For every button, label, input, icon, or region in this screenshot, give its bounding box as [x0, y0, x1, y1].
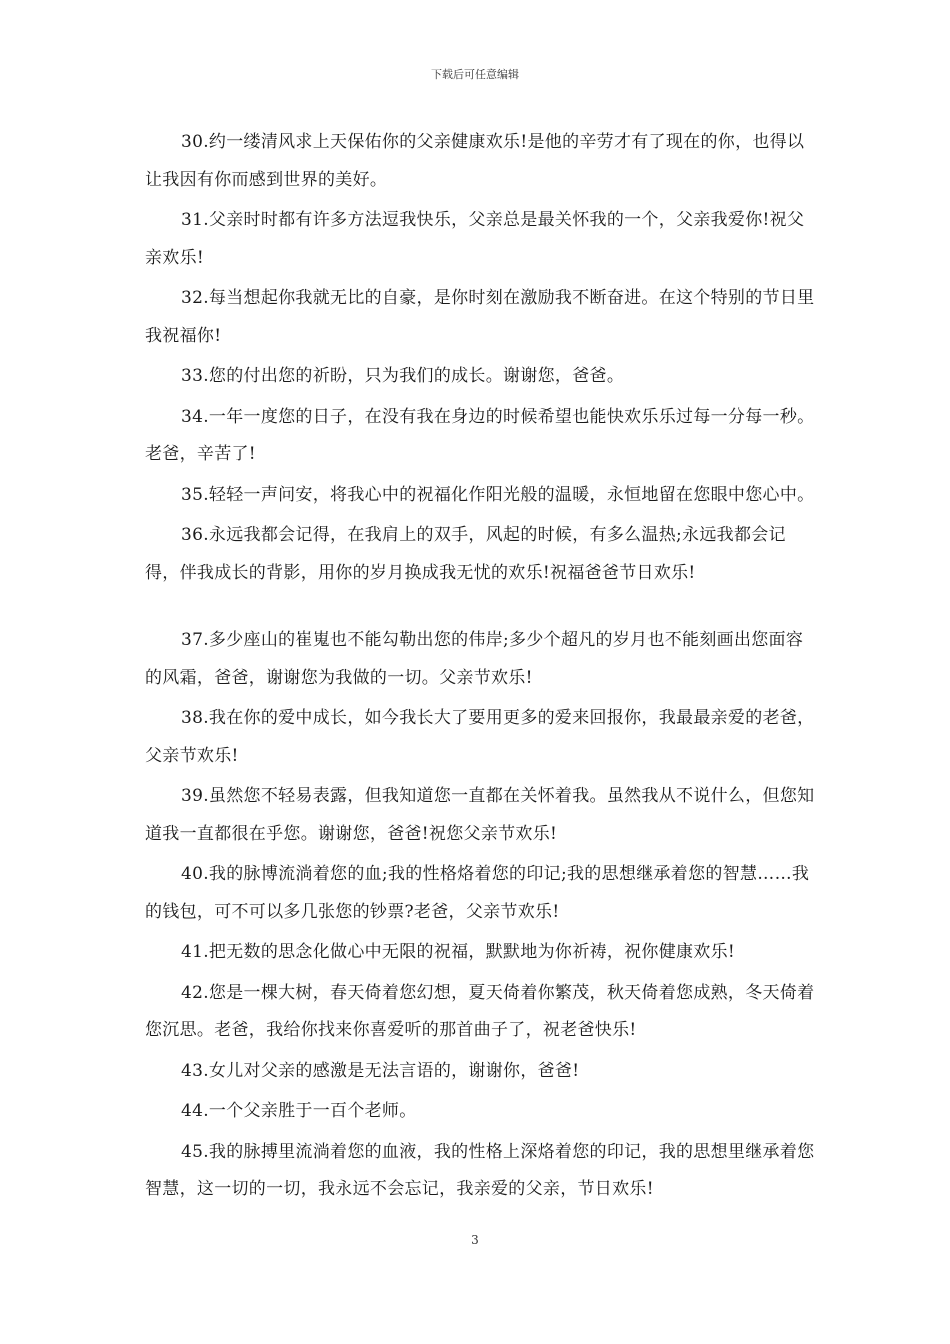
paragraph-40: 40.我的脉博流淌着您的血;我的性格烙着您的印记;我的思想继承着您的智慧……我的钱包，可不可以多几张您的钞票?老爸，父亲节欢乐! — [145, 864, 810, 922]
paragraph-33: 33.您的付出您的祈盼，只为我们的成长。谢谢您，爸爸。 — [181, 366, 625, 386]
paragraph-34: 34.一年一度您的日子，在没有我在身边的时候希望也能快欢乐乐过每一分每一秒。老爸，辛苦了! — [145, 406, 815, 464]
paragraph-42: 42.您是一棵大树，春天倚着您幻想，夏天倚着你繁茂，秋天倚着您成熟，冬天倚着您沉思。老爸，我给你找来你喜爱听的那首曲子了，祝老爸快乐! — [145, 982, 815, 1040]
paragraph-38: 38.我在你的爱中成长，如今我长大了要用更多的爱来回报你，我最最亲爱的老爸，父亲节欢乐! — [145, 708, 815, 766]
paragraph-31: 31.父亲时时都有许多方法逗我快乐，父亲总是最关怀我的一个，父亲我爱你!祝父亲欢乐! — [145, 210, 805, 268]
paragraph-44: 44.一个父亲胜于一百个老师。 — [181, 1101, 417, 1121]
paragraph-32: 32.每当想起你我就无比的自豪，是你时刻在激励我不断奋进。在这个特别的节日里我祝福你! — [145, 288, 815, 346]
document-body — [145, 124, 820, 1212]
page-header: 下载后可任意编辑 — [431, 68, 519, 81]
paragraph-30: 30.约一缕清风求上天保佑你的父亲健康欢乐!是他的辛劳才有了现在的你，也得以让我因有你而感到世界的美好。 — [145, 132, 805, 190]
page-number: 3 — [471, 1233, 479, 1247]
paragraph-39: 39.虽然您不轻易表露，但我知道您一直都在关怀着我。虽然我从不说什么，但您知道我一直都很在乎您。谢谢您，爸爸!祝您父亲节欢乐! — [145, 786, 815, 844]
paragraph-35: 35.轻轻一声问安，将我心中的祝福化作阳光般的温暖，永恒地留在您眼中您心中。 — [181, 484, 815, 505]
paragraph-41: 41.把无数的思念化做心中无限的祝福，默默地为你祈祷，祝你健康欢乐! — [181, 942, 736, 962]
paragraph-45: 45.我的脉搏里流淌着您的血液，我的性格上深烙着您的印记，我的思想里继承着您智慧，这一切的一切，我永远不会忘记，我亲爱的父亲，节日欢乐! — [145, 1141, 815, 1199]
paragraph-36: 36.永远我都会记得，在我肩上的双手，风起的时候，有多么温热;永远我都会记得，伴我成长的背影，用你的岁月换成我无忧的欢乐!祝福爸爸节日欢乐! — [145, 525, 786, 583]
paragraph-37: 37.多少座山的崔嵬也不能勾勒出您的伟岸;多少个超凡的岁月也不能刻画出您面容的风霜，爸爸，谢谢您为我做的一切。父亲节欢乐! — [145, 630, 804, 688]
paragraph-43: 43.女儿对父亲的感激是无法言语的，谢谢你，爸爸! — [181, 1060, 580, 1081]
